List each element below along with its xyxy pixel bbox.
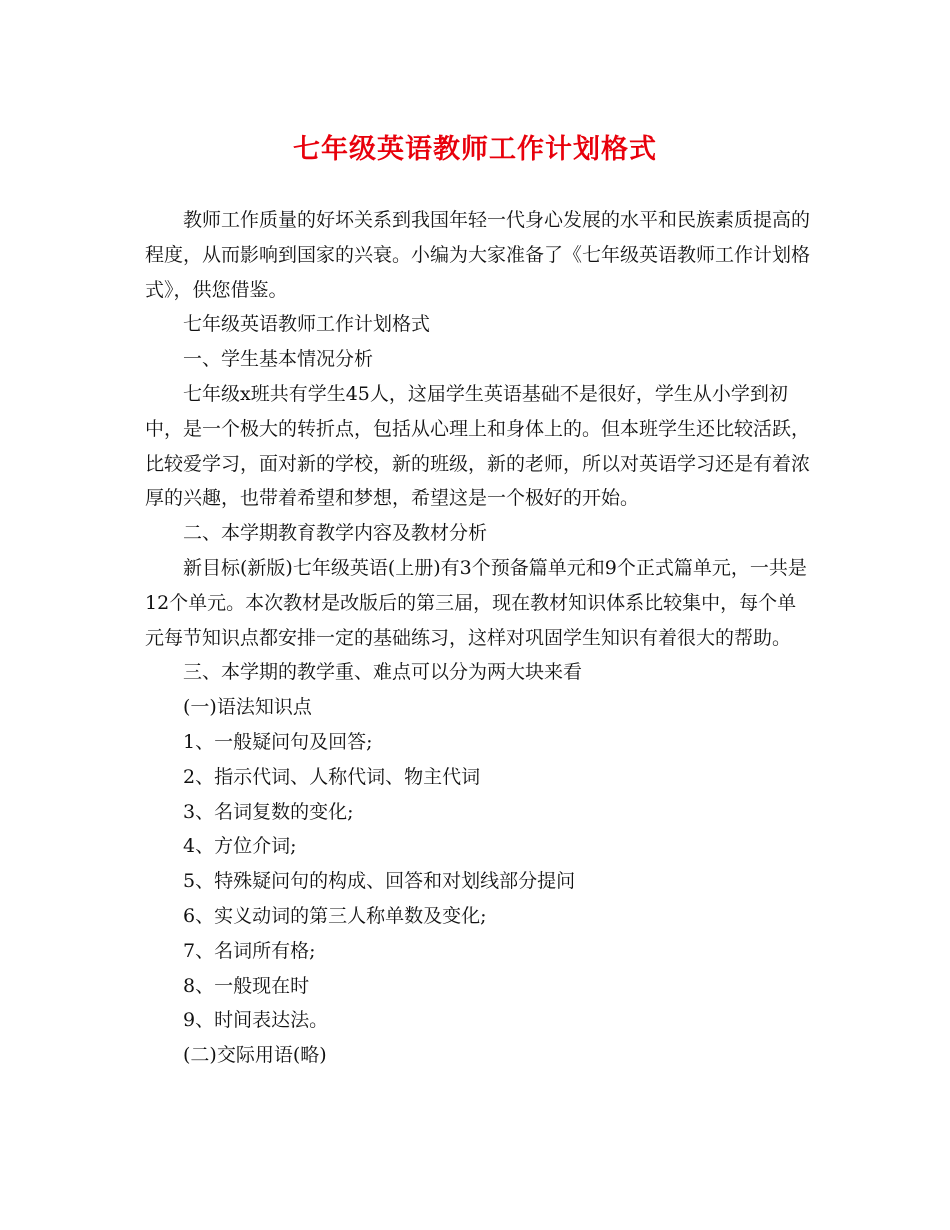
grammar-item-8: 8、一般现在时 <box>183 974 310 997</box>
document-body <box>145 203 810 1073</box>
grammar-item-5: 5、特殊疑问句的构成、回答和对划线部分提问 <box>183 870 576 893</box>
section-heading-2: 二、本学期教育教学内容及教材分析 <box>183 522 488 545</box>
section-heading-1: 一、学生基本情况分析 <box>183 348 374 371</box>
textbook-analysis-paragraph: 新目标(新版)七年级英语(上册)有3个预备篇单元和9个正式篇单元，一共是12个单元。本次教材是改版后的第三届，现在教材知识体系比较集中，每个单元每节知识点都安排一定的基础练习，这样对巩固学生知识有着很大的帮助。 <box>145 556 807 649</box>
grammar-item-6: 6、实义动词的第三人称单数及变化; <box>183 904 487 927</box>
grammar-item-4: 4、方位介词; <box>183 835 297 858</box>
grammar-item-3: 3、名词复数的变化; <box>183 800 354 823</box>
grammar-item-9: 9、时间表达法。 <box>183 1009 329 1032</box>
subsection-grammar: (一)语法知识点 <box>183 696 312 719</box>
intro-paragraph: 教师工作质量的好坏关系到我国年轻一代身心发展的水平和民族素质提高的程度，从而影响到国家的兴衰。小编为大家准备了《七年级英语教师工作计划格式》，供您借鉴。 <box>145 209 811 301</box>
section-heading-3: 三、本学期的教学重、难点可以分为两大块来看 <box>183 661 583 684</box>
grammar-item-1: 1、一般疑问句及回答; <box>183 730 373 753</box>
subsection-communication: (二)交际用语(略) <box>183 1044 327 1067</box>
subtitle-line: 七年级英语教师工作计划格式 <box>183 313 431 336</box>
grammar-item-2: 2、指示代词、人称代词、物主代词 <box>183 765 481 788</box>
grammar-item-7: 7、名词所有格; <box>183 939 316 962</box>
student-analysis-paragraph: 七年级x班共有学生45人，这届学生英语基础不是很好，学生从小学到初中，是一个极大的转折点，包括从心理上和身体上的。但本班学生还比较活跃，比较爱学习，面对新的学校，新的班级，新的老师，所以对英语学习还是有着浓厚的兴趣，也带着希望和梦想，希望这是一个极好的开始。 <box>145 382 811 510</box>
document-title: 七年级英语教师工作计划格式 <box>293 134 657 165</box>
